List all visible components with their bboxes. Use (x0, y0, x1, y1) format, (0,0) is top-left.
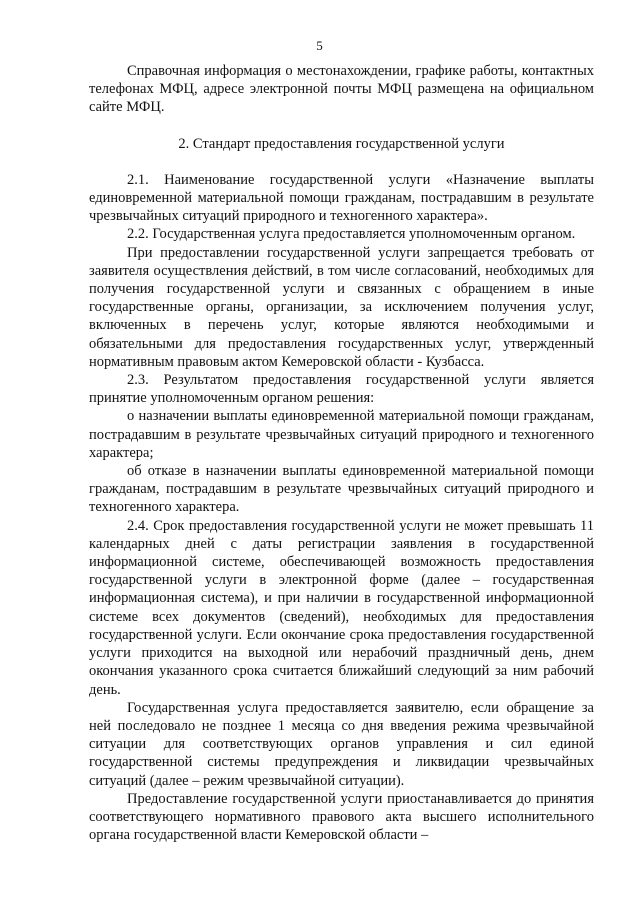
page-number: 5 (316, 38, 323, 53)
paragraph-suspension: Предоставление государственной услуги приостанавливается до принятия соответствующего нормативного правового акта высшего исполнительного органа государственной власти Кемеровской области – (89, 790, 594, 844)
paragraph-eligibility: Государственная услуга предоставляется заявителю, если обращение за ней последовало не позднее 1 месяца со дня введения режима чрезвычайной ситуации для соответствующих органов управления и сил единой государственной системы предупреждения и ликвидации чрезвычайных ситуаций (далее – режим чрезвычайной ситуации). (89, 699, 594, 789)
result-item-approval: о назначении выплаты единовременной материальной помощи гражданам, пострадавшим в результате чрезвычайных ситуаций природного и техногенного характера; (89, 408, 594, 461)
paragraph-2-3: 2.3. Результатом предоставления государственной услуги является принятие уполномоченным органом решения: (89, 372, 594, 407)
paragraph-2-4: 2.4. Срок предоставления государственной услуги не может превышать 11 календарных дней с даты регистрации заявления в государственной информационной системе, обеспечивающей возможность предоставления государственной услуги в электронной форме (далее – государственная информационная система), и при наличии в государственной информационной системе всех документов (сведений), необходимых для предоставления государственной услуги. Если окончание срока предоставления государственной услуги приходится на выходной или нерабочий праздничный день, днем окончания указанного срока считается ближайший следующий за ним рабочий день. (89, 517, 594, 698)
section-title: 2. Стандарт предоставления государственной услуги (178, 135, 505, 152)
intro-paragraph: Справочная информация о местонахождении, графике работы, контактных телефонах МФЦ, адресе электронной почты МФЦ размещена на официальном сайте МФЦ. (89, 63, 594, 116)
result-item-refusal: об отказе в назначении выплаты единовременной материальной помощи гражданам, пострадавшим в результате чрезвычайных ситуаций природного и техногенного характера. (89, 463, 594, 516)
paragraph-prohibition: При предоставлении государственной услуги запрещается требовать от заявителя осуществления действий, в том числе согласований, необходимых для получения государственной услуги и связанных с обращением в иные государственные органы, организации, за исключением получения услуг, включенных в перечень услуг, которые являются необходимыми и обязательными для предоставления государственных услуг, утвержденный нормативным правовым актом Кемеровской области - Кузбасса. (89, 244, 594, 370)
paragraph-2-1: 2.1. Наименование государственной услуги «Назначение выплаты единовременной материальной помощи гражданам, пострадавшим в результате чрезвычайных ситуаций природного и техногенного характера». (89, 171, 594, 225)
paragraph-2-2: 2.2. Государственная услуга предоставляется уполномоченным органом. (127, 226, 576, 243)
document-body (89, 62, 594, 844)
